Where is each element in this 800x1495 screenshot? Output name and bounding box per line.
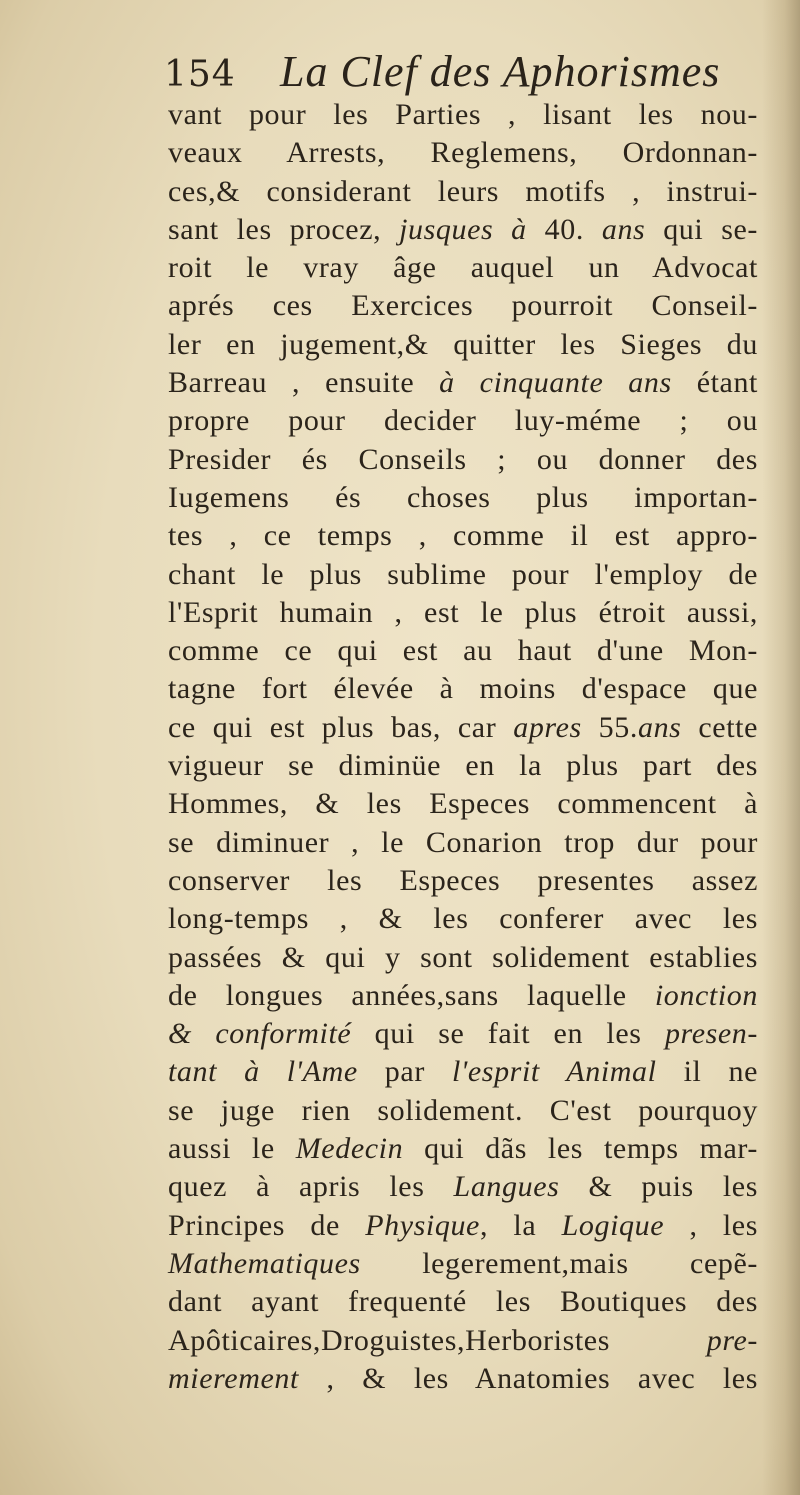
text-segment: aussi le — [168, 1132, 296, 1166]
italic-segment: & conformité — [168, 1017, 352, 1051]
italic-segment: l'esprit Animal — [451, 1055, 657, 1089]
text-segment: veaux Arrests, Reglemens, Ordonnan- — [168, 136, 758, 170]
italic-segment: Physique — [365, 1208, 480, 1242]
text-line — [168, 173, 758, 211]
text-line — [168, 900, 758, 938]
text-segment: quez à apris les — [168, 1170, 454, 1204]
text-line — [168, 1207, 758, 1245]
text-segment: qui se- — [645, 212, 758, 246]
text-segment: qui dãs les temps mar- — [403, 1132, 758, 1166]
text-segment: 40. — [526, 212, 602, 246]
text-segment: vigueur se diminüe en la plus part des — [168, 749, 758, 783]
text-segment: qui se fait en les — [351, 1017, 665, 1051]
text-segment: Principes de — [168, 1208, 366, 1242]
text-segment: tagne fort élevée à moins d'espace que — [168, 672, 758, 706]
italic-segment: pre- — [706, 1323, 758, 1357]
text-line — [168, 556, 758, 594]
text-segment: il ne — [656, 1055, 758, 1089]
running-head — [164, 44, 721, 100]
italic-segment: apres — [513, 710, 582, 744]
text-segment: , les — [664, 1208, 758, 1242]
text-line — [168, 785, 758, 823]
text-line — [168, 1092, 758, 1130]
text-line — [168, 594, 758, 632]
text-segment: sant les procez, — [168, 212, 400, 246]
text-segment: passées & qui y sont solidement establies — [168, 940, 758, 974]
italic-segment: Medecin — [295, 1132, 404, 1166]
text-line — [168, 977, 758, 1015]
text-segment: propre pour decider luy-méme ; ou — [168, 404, 758, 438]
italic-segment: presen- — [664, 1017, 758, 1051]
text-line — [168, 441, 758, 479]
text-line — [168, 1168, 758, 1206]
text-line — [168, 249, 758, 287]
text-segment: vant pour les Parties , lisant les nou- — [168, 98, 758, 131]
italic-segment: jusques à — [399, 212, 527, 246]
text-segment: étant — [671, 366, 758, 400]
text-line — [168, 824, 758, 862]
italic-segment: Logique — [561, 1208, 665, 1242]
text-segment: ler en jugement,& quitter les Sieges du — [168, 327, 758, 361]
text-segment: se diminuer , le Conarion trop dur pour — [168, 825, 758, 859]
text-line — [168, 402, 758, 440]
text-line — [168, 1360, 758, 1398]
italic-segment: ans — [637, 710, 682, 744]
text-segment: & puis les — [559, 1170, 758, 1204]
text-segment: , & les Anatomies avec les — [298, 1361, 758, 1395]
text-segment: legerement,mais cepẽ- — [360, 1246, 758, 1280]
text-line — [168, 479, 758, 517]
italic-segment: ionction — [654, 978, 758, 1012]
text-segment: Presider és Conseils ; ou donner des — [168, 442, 758, 476]
italic-segment: Langues — [453, 1170, 560, 1204]
text-segment: cette — [681, 710, 758, 744]
text-segment: 55. — [581, 710, 638, 744]
text-line — [168, 1130, 758, 1168]
italic-segment: ans — [601, 212, 646, 246]
text-segment: se juge rien solidement. C'est pourquoy — [168, 1093, 758, 1127]
italic-segment: à cinquante ans — [439, 366, 672, 400]
italic-segment: tant à l'Ame — [168, 1055, 358, 1089]
text-segment: ces,& considerant leurs motifs , instrui- — [168, 174, 758, 208]
text-segment: roit le vray âge auquel un Advocat — [168, 251, 758, 285]
italic-segment: mierement — [168, 1361, 299, 1395]
text-line — [168, 364, 758, 402]
text-line — [168, 1322, 758, 1360]
italic-segment: Mathematiques — [168, 1246, 361, 1280]
text-line — [168, 134, 758, 172]
text-line — [168, 632, 758, 670]
text-segment: chant le plus sublime pour l'employ de — [168, 557, 758, 591]
text-segment: , la — [479, 1208, 562, 1242]
text-segment: Hommes, & les Especes commencent à — [168, 787, 758, 821]
text-line — [168, 287, 758, 325]
body-text — [168, 96, 758, 1398]
text-segment: aprés ces Exercices pourroit Conseil- — [168, 289, 758, 323]
text-segment: Apôticaires,Droguistes,Herboristes — [168, 1323, 707, 1357]
text-line — [168, 670, 758, 708]
text-segment: Iugemens és choses plus importan- — [168, 480, 758, 514]
running-title: La Clef des Aphorismes — [280, 47, 721, 96]
text-segment: l'Esprit humain , est le plus étroit aussi, — [168, 595, 758, 629]
text-segment: long-temps , & les conferer avec les — [168, 902, 758, 936]
page-number: 154 — [164, 54, 236, 95]
text-line — [168, 709, 758, 747]
text-segment: dant ayant frequenté les Boutiques des — [168, 1285, 758, 1319]
text-segment: de longues années,sans laquelle — [168, 978, 655, 1012]
text-segment: comme ce qui est au haut d'une Mon- — [168, 634, 758, 668]
text-segment: Barreau , ensuite — [168, 366, 440, 400]
text-line — [168, 939, 758, 977]
text-line — [168, 1245, 758, 1283]
text-segment: tes , ce temps , comme il est appro- — [168, 519, 758, 553]
text-line — [168, 862, 758, 900]
text-line — [168, 96, 758, 134]
text-segment: par — [357, 1055, 452, 1089]
text-line — [168, 1053, 758, 1091]
text-segment: ce qui est plus bas, car — [168, 710, 514, 744]
text-line — [168, 211, 758, 249]
text-line — [168, 1283, 758, 1321]
text-line — [168, 326, 758, 364]
text-line — [168, 747, 758, 785]
text-line — [168, 1015, 758, 1053]
text-segment: conserver les Especes presentes assez — [168, 863, 758, 897]
text-line — [168, 517, 758, 555]
